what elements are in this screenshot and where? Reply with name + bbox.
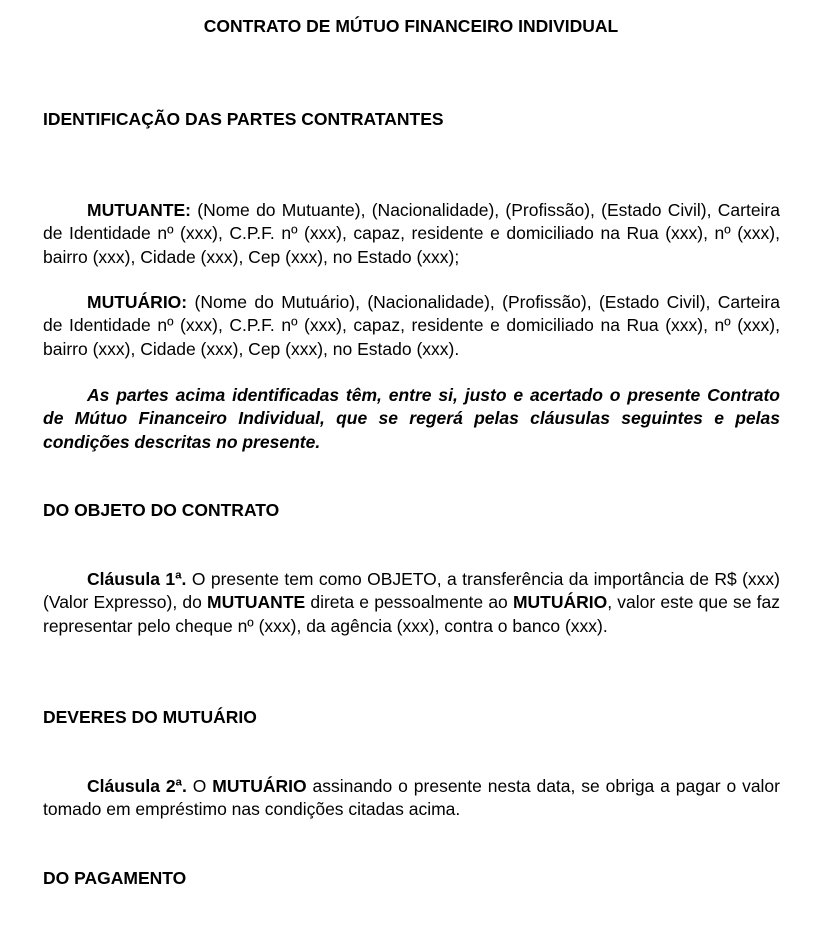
document-title: CONTRATO DE MÚTUO FINANCEIRO INDIVIDUAL xyxy=(203,16,619,36)
clause1-text-b: direta e pessoalmente ao xyxy=(305,592,513,613)
clause1-text-a: O presente tem como OBJETO, a transferência da importância de R$ (xxx) (Valor Expresso), do xyxy=(43,569,781,613)
parties-heading: IDENTIFICAÇÃO DAS PARTES CONTRATANTES xyxy=(43,109,444,129)
mutuante-paragraph xyxy=(43,199,780,269)
clause1-paragraph xyxy=(43,568,780,638)
clause2-text-a: O xyxy=(186,776,213,796)
clause2-label: Cláusula 2ª. xyxy=(87,776,187,796)
duties-heading: DEVERES DO MUTUÁRIO xyxy=(43,707,257,727)
mutuario-text: (Nome do Mutuário), (Nacionalidade), (Profissão), (Estado Civil), Carteira de Identidade nº (xxx), C.P.F. nº (xxx), capaz, residente e domiciliado na Rua (xxx), nº (xxx), bairro (xxx), Cidade (xxx), Cep (xxx), no Estado (xxx). xyxy=(43,292,780,359)
clause2-text-b: assinando o presente nesta data, se obriga a pagar o valor tomado em empréstimo nas condições citadas acima. xyxy=(43,776,780,820)
payment-heading: DO PAGAMENTO xyxy=(43,868,187,888)
clause1-mutuante: MUTUANTE xyxy=(207,592,306,613)
clause1-label: Cláusula 1ª. xyxy=(87,569,187,589)
clause2-mutuario: MUTUÁRIO xyxy=(212,776,307,796)
clause1-text-c: , valor este que se faz representar pelo cheque nº (xxx), da agência (xxx), contra o banco (xxx). xyxy=(43,592,780,636)
mutuante-label: MUTUANTE: xyxy=(87,200,192,220)
mutuario-label: MUTUÁRIO: xyxy=(87,292,188,312)
object-heading: DO OBJETO DO CONTRATO xyxy=(43,500,280,520)
clause1-mutuario: MUTUÁRIO xyxy=(512,592,608,613)
mutuante-text: (Nome do Mutuante), (Nacionalidade), (Profissão), (Estado Civil), Carteira de Identidade nº (xxx), C.P.F. nº (xxx), capaz, residente e domiciliado na Rua (xxx), nº (xxx), bairro (xxx), Cidade (xxx), Cep (xxx), no Estado (xxx); xyxy=(43,200,780,267)
clause2-paragraph xyxy=(43,775,780,822)
mutuario-paragraph xyxy=(43,291,780,361)
agreement-paragraph: As partes acima identificadas têm, entre si, justo e acertado o presente Contrato de Mútuo Financeiro Individual, que se regerá pelas cláusulas seguintes e pelas condições descritas no presente. xyxy=(43,385,780,452)
